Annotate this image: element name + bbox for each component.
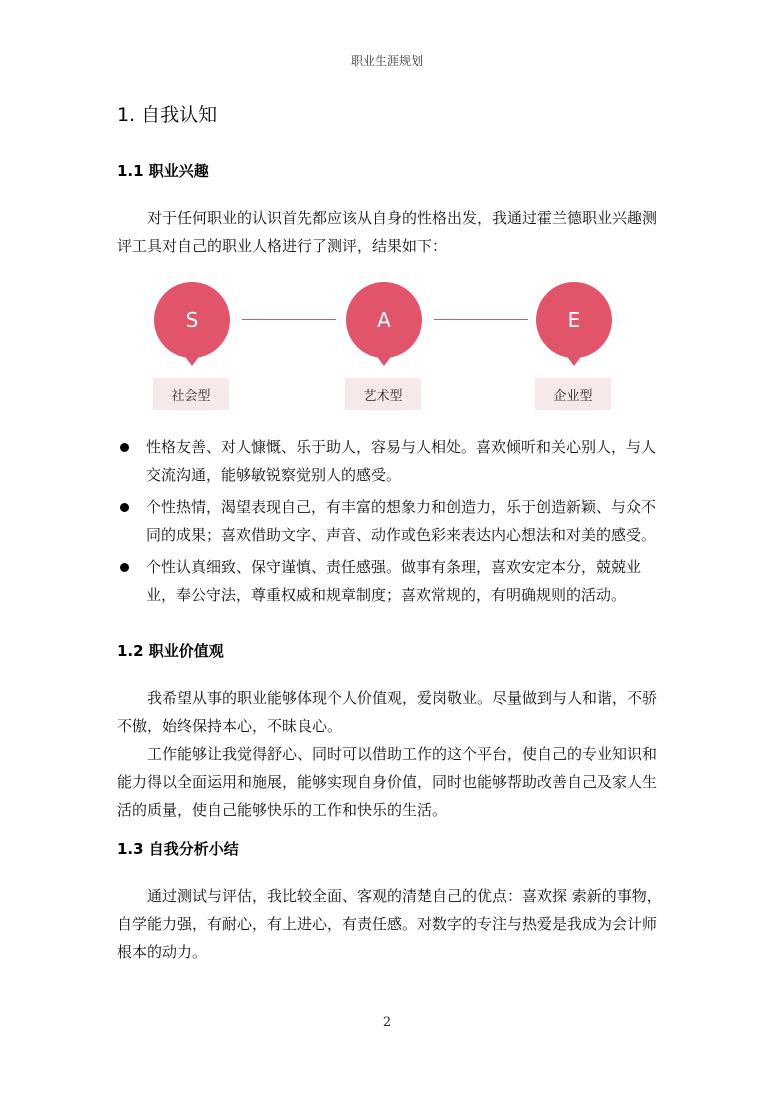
connector-line	[242, 319, 336, 320]
holland-circle	[154, 282, 230, 358]
holland-letter: A	[377, 308, 391, 332]
list-item	[117, 553, 662, 609]
holland-node-s	[154, 282, 230, 404]
pointer-marker	[183, 354, 201, 366]
bullet-dot-icon	[120, 563, 129, 572]
subsection-title-self-analysis-summary: 1.3 自我分析小结	[117, 840, 239, 858]
holland-node-e	[536, 282, 612, 404]
bullet-text: 个性热情，渴望表现自己，有丰富的想象力和创造力，乐于创造新颖、与众不同的成果；喜欢借助文字、声音、动作或色彩来表达内心想法和对美的感受。	[146, 498, 657, 544]
list-item	[117, 493, 662, 549]
holland-code-diagram	[150, 282, 620, 412]
running-header: 职业生涯规划	[350, 54, 423, 68]
list-item	[117, 433, 662, 489]
connector-line	[434, 319, 528, 320]
holland-letter: E	[567, 308, 581, 332]
holland-type-label: 社会型	[153, 378, 229, 410]
holland-letter: S	[185, 308, 199, 332]
bullet-text: 个性认真细致、保守谨慎、责任感强。做事有条理，喜欢安定本分，兢兢业业，奉公守法，尊重权威和规章制度；喜欢常规的，有明确规则的活动。	[146, 558, 642, 604]
bullet-dot-icon	[120, 443, 129, 452]
page-number: 2	[382, 1015, 392, 1030]
subsection-title-career-values: 1.2 职业价值观	[117, 642, 224, 660]
subsection-title-career-interest: 1.1 职业兴趣	[117, 162, 209, 180]
holland-circle	[346, 282, 422, 358]
career-values-paragraph-1: 我希望从事的职业能够体现个人价值观，爱岗敬业。尽量做到与人和谐，不骄不傲，始终保持本心，不昧良心。	[117, 689, 658, 735]
section-title-self-awareness: 1. 自我认知	[117, 104, 218, 126]
holland-type-label: 艺术型	[345, 378, 421, 410]
personality-bullet-list	[117, 433, 662, 613]
self-analysis-summary-paragraph: 通过测试与评估，我比较全面、客观的清楚自己的优点：喜欢探 索新的事物，自学能力强，有耐心，有上进心，有责任感。对数字的专注与热爱是我成为会计师根本的动力。	[117, 887, 662, 961]
bullet-dot-icon	[120, 503, 129, 512]
career-interest-intro: 对于任何职业的认识首先都应该从自身的性格出发，我通过霍兰德职业兴趣测评工具对自己的职业人格进行了测评，结果如下：	[117, 209, 658, 255]
holland-circle	[536, 282, 612, 358]
pointer-marker	[565, 354, 583, 366]
holland-node-a	[346, 282, 422, 404]
pointer-marker	[375, 354, 393, 366]
holland-type-label: 企业型	[535, 378, 611, 410]
career-values-paragraph-2: 工作能够让我觉得舒心、同时可以借助工作的这个平台，使自己的专业知识和能力得以全面运用和施展，能够实现自身价值，同时也能够帮助改善自己及家人生活的质量，使自己能够快乐的工作和快乐的生活。	[117, 745, 658, 819]
bullet-text: 性格友善、对人慷慨、乐于助人，容易与人相处。喜欢倾听和关心别人，与人交流沟通，能够敏锐察觉别人的感受。	[146, 438, 657, 484]
